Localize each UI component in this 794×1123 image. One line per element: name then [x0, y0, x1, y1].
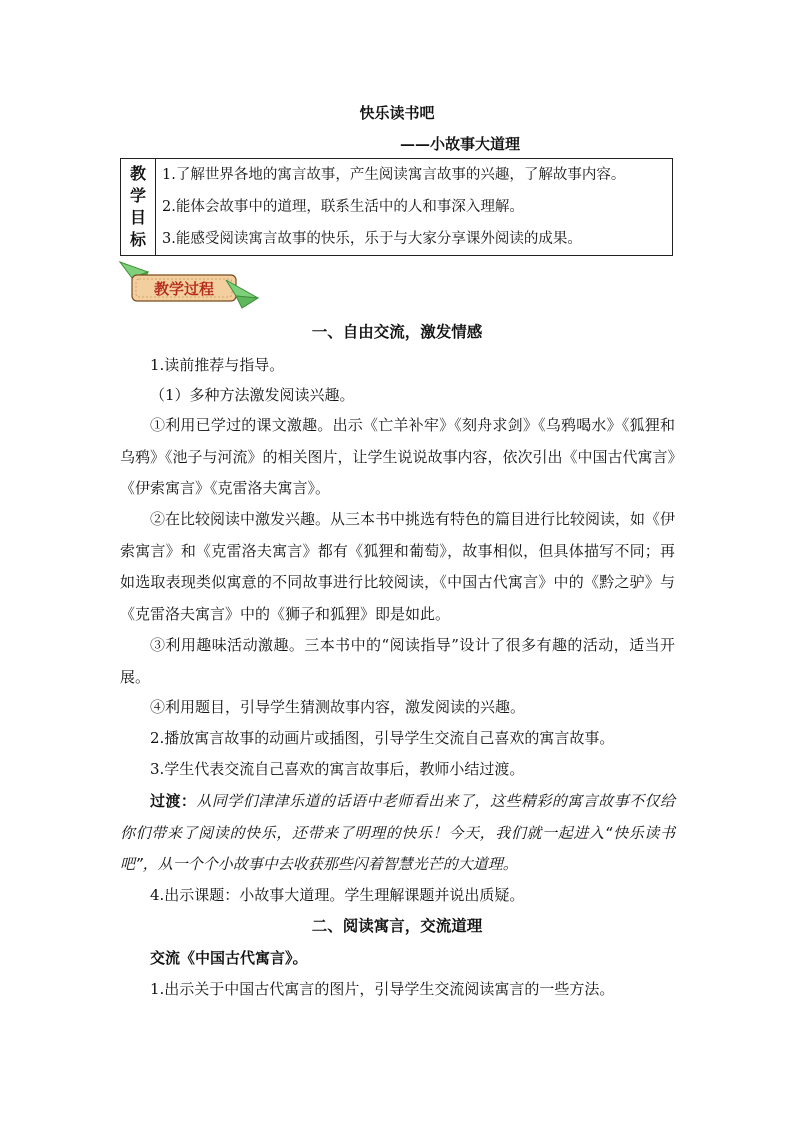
paragraph: 1.出示关于中国古代寓言的图片，引导学生交流阅读寓言的一些方法。: [150, 980, 615, 998]
paragraph: （1）多种方法激发阅读兴趣。: [150, 386, 355, 404]
goals-label-char: 教: [129, 164, 146, 183]
paragraph: ②在比较阅读中激发兴趣。从三本书中挑选有特色的篇目进行比较阅读，如《伊索寓言》和《克雷洛夫寓言》都有《狐狸和葡萄》，故事相似，但具体描写不同；再如选取表现类似寓意的不同故事进行比较阅读，《中国古代寓言》中的《黔之驴》与《克雷洛夫寓言》中的《狮子和狐狸》即是如此。: [120, 510, 676, 623]
paper-plane-banner-graphic: [118, 258, 260, 310]
section-heading: 二、阅读寓言，交流道理: [311, 916, 483, 935]
subsection-heading: 交流《中国古代寓言》。: [150, 949, 308, 967]
section-heading: 一、自由交流，激发情感: [311, 322, 483, 341]
paragraph: 3.学生代表交流自己喜欢的寓言故事后，教师小结过渡。: [150, 760, 525, 778]
banner-label: 教学过程: [153, 280, 215, 298]
goals-label-char: 学: [129, 186, 146, 205]
paragraph: 1.读前推荐与指导。: [150, 356, 285, 374]
goals-label-char: 标: [129, 230, 146, 249]
transition-paragraph: [120, 786, 675, 881]
goals-label: [121, 159, 156, 256]
goal-item: 3.能感受阅读寓言故事的快乐，乐于与大家分享课外阅读的成果。: [162, 231, 582, 247]
transition-label: 过渡：: [150, 792, 197, 810]
goal-item: 1.了解世界各地的寓言故事，产生阅读寓言故事的兴趣，了解故事内容。: [162, 167, 626, 183]
paragraph: ④利用题目，引导学生猜测故事内容，激发阅读的兴趣。: [150, 698, 526, 716]
transition-text: 从同学们津津乐道的话语中老师看出来了，这些精彩的寓言故事不仅给你们带来了阅读的快乐，还带来了明理的快乐！今天，我们就一起进入“快乐读书吧”，从一个个小故事中去收获那些闪着智慧光芒的大道理。: [120, 792, 675, 873]
paragraph: ①利用已学过的课文激趣。出示《亡羊补牢》《刻舟求剑》《乌鸦喝水》《狐狸和乌鸦》《池子与河流》的相关图片，让学生说说故事内容，依次引出《中国古代寓言》《伊索寓言》《克雷洛夫寓言》。: [120, 416, 676, 497]
paragraph: 2.播放寓言故事的动画片或插图，引导学生交流自己喜欢的寓言故事。: [150, 729, 615, 747]
teaching-goals-table: [120, 158, 673, 256]
paragraph: ③利用趣味活动激趣。三本书中的“阅读指导”设计了很多有趣的活动，适当开展。: [120, 636, 675, 686]
goals-label-char: 目: [129, 208, 146, 227]
goal-item: 2.能体会故事中的道理，联系生活中的人和事深入理解。: [162, 199, 524, 215]
page-title: 快乐读书吧: [359, 104, 435, 122]
paragraph: 4.出示课题：小故事大道理。学生理解课题并说出质疑。: [150, 886, 525, 904]
teaching-process-banner: [118, 258, 260, 310]
goals-content: [156, 159, 673, 256]
page-subtitle: ——小故事大道理: [400, 135, 521, 153]
